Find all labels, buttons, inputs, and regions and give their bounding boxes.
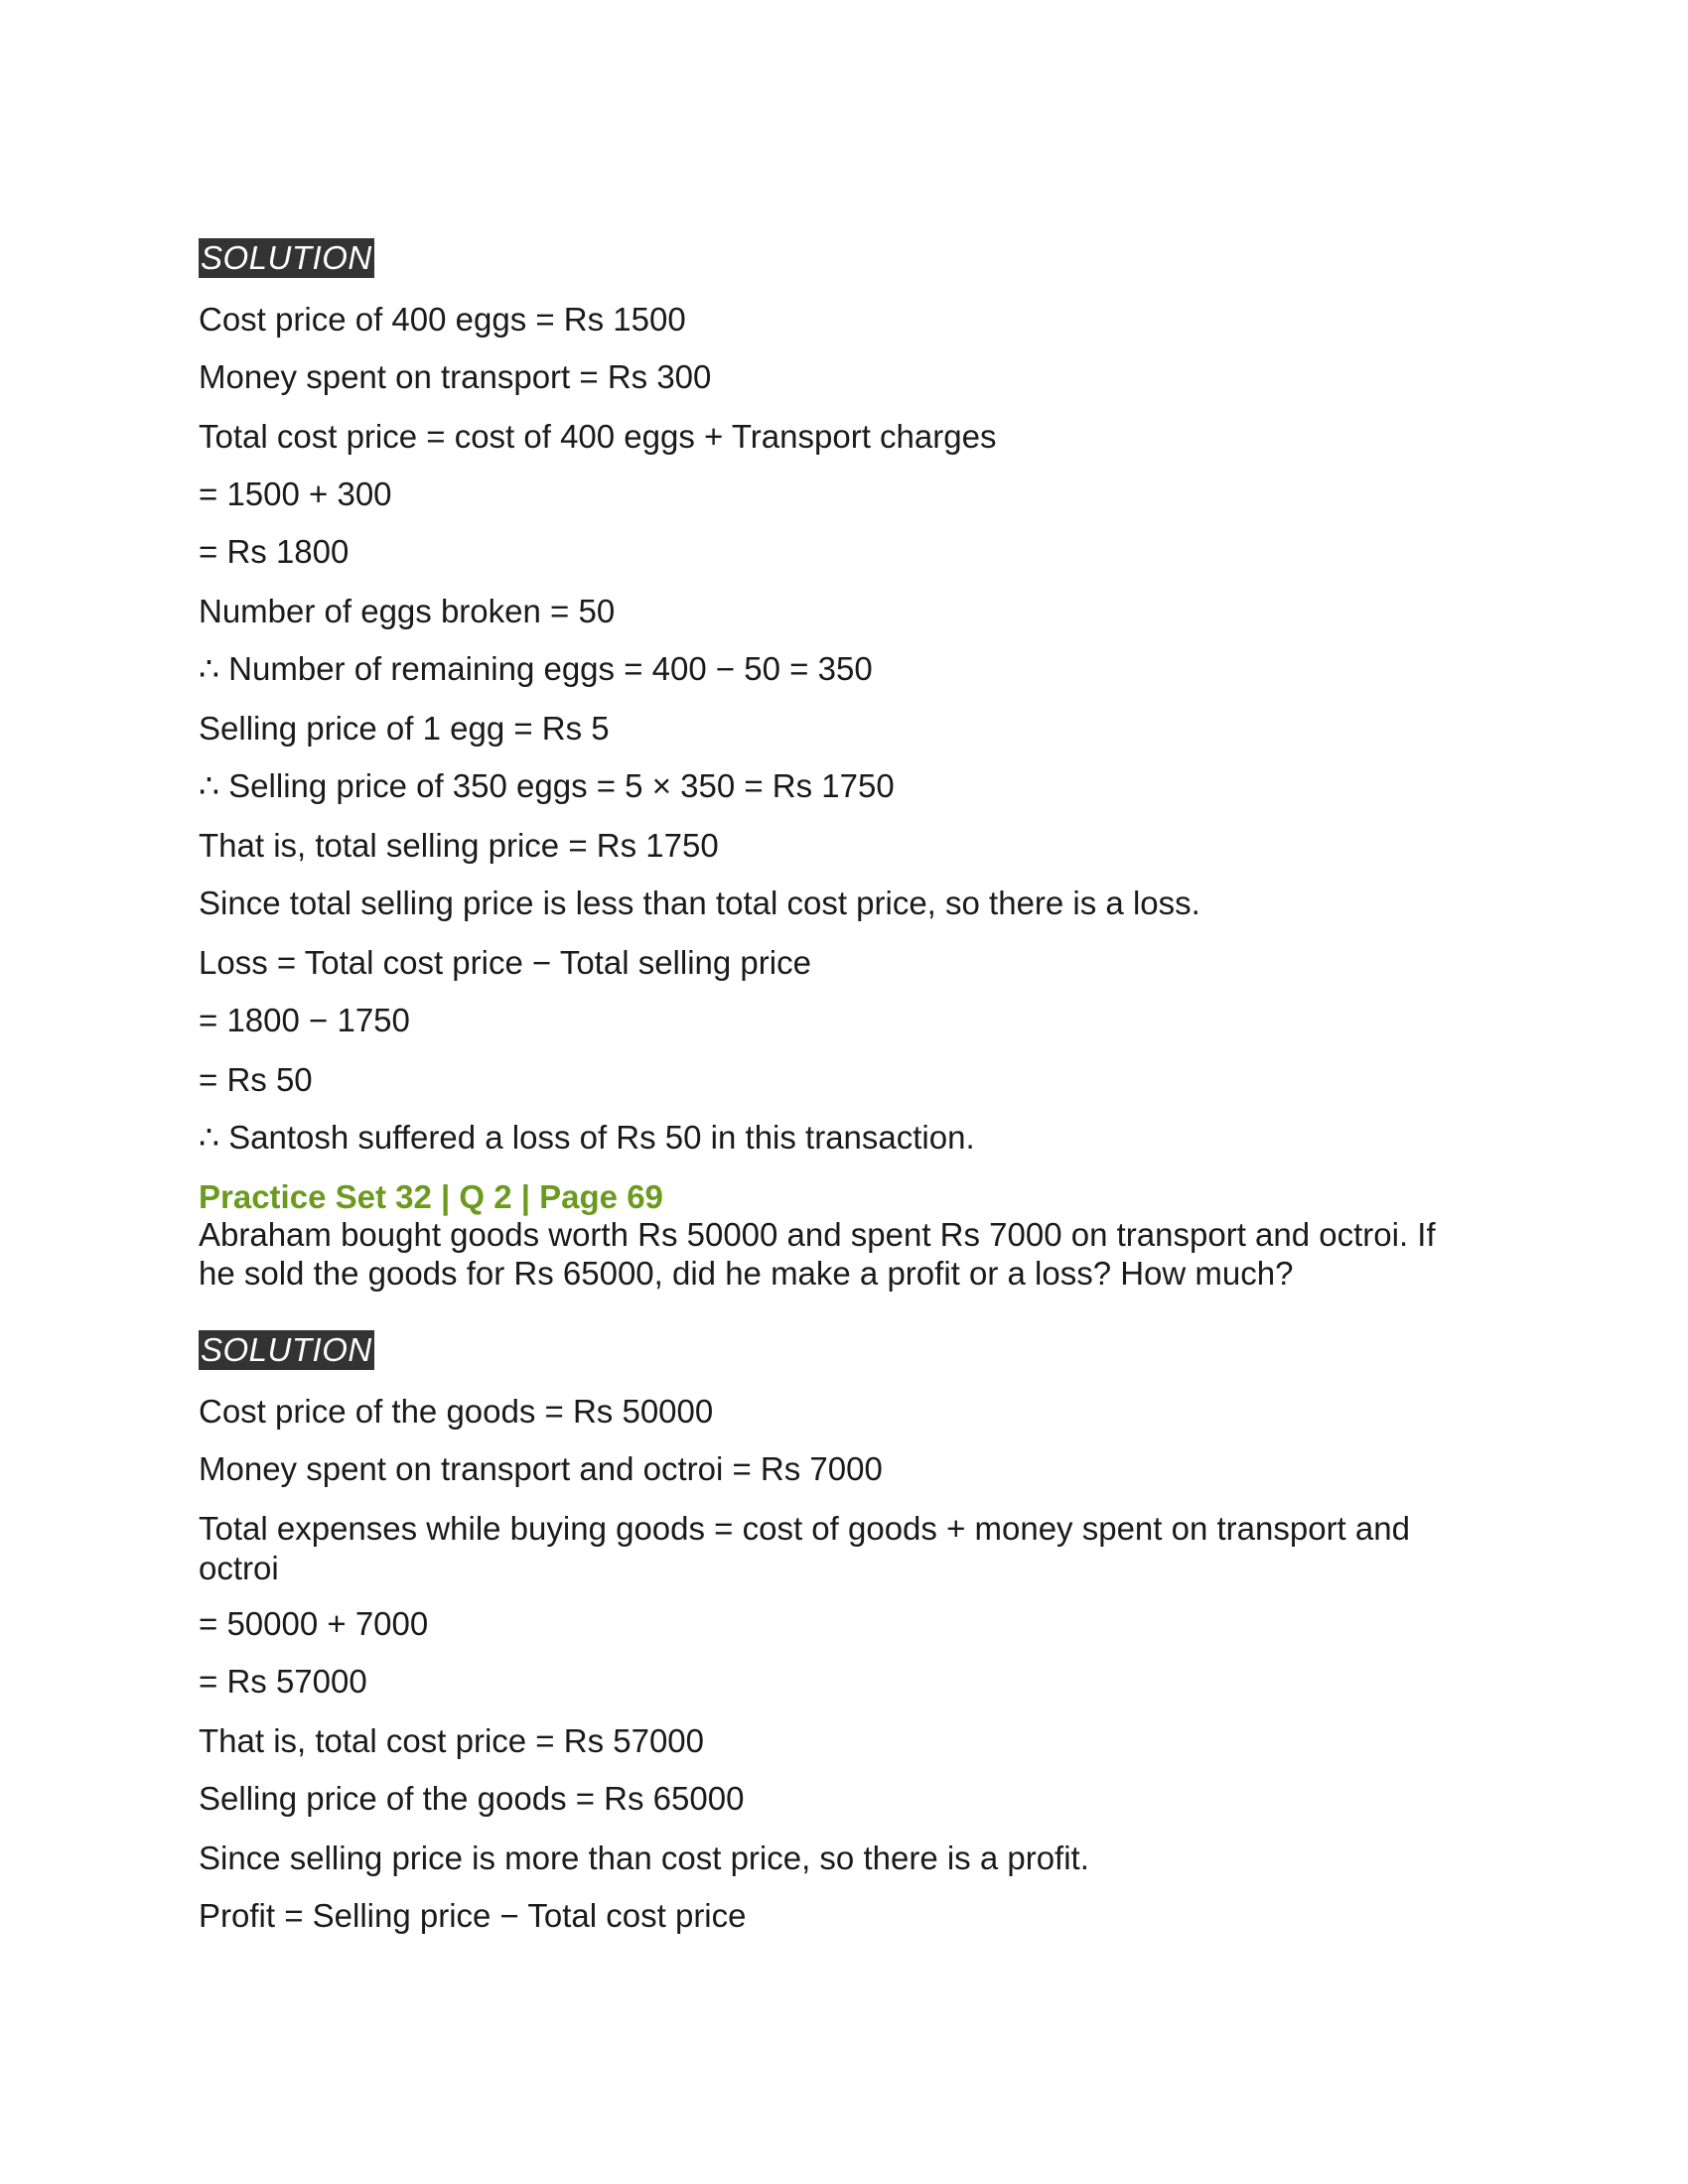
solution-line: Since selling price is more than cost price, so there is a profit.	[199, 1840, 1089, 1876]
solution-line: Selling price of 1 egg = Rs 5	[199, 710, 610, 747]
solution-line: ∴ Number of remaining eggs = 400 − 50 = 350	[199, 650, 873, 687]
solution-line: Cost price of the goods = Rs 50000	[199, 1393, 714, 1430]
solution-line: That is, total selling price = Rs 1750	[199, 827, 719, 864]
solution-line: Number of eggs broken = 50	[199, 593, 616, 629]
solution-line: Cost price of 400 eggs = Rs 1500	[199, 301, 686, 338]
solution-label: SOLUTION	[201, 239, 372, 276]
solution-line: = 1500 + 300	[199, 476, 392, 512]
solution-line: Profit = Selling price − Total cost price	[199, 1897, 747, 1934]
solution-line: ∴ Santosh suffered a loss of Rs 50 in this transaction.	[199, 1119, 975, 1156]
solution-badge-1	[199, 238, 374, 278]
solution-line: Total expenses while buying goods = cost of goods + money spent on transport and octroi	[199, 1510, 1410, 1586]
solution-line: Loss = Total cost price − Total selling price	[199, 944, 811, 981]
solution-line: That is, total cost price = Rs 57000	[199, 1722, 705, 1759]
question-heading: Practice Set 32 | Q 2 | Page 69	[199, 1178, 663, 1215]
solution-line: Selling price of the goods = Rs 65000	[199, 1780, 745, 1817]
solution-line: Money spent on transport and octroi = Rs 7000	[199, 1450, 883, 1487]
solution-line: = 50000 + 7000	[199, 1605, 429, 1642]
solution-line: = 1800 − 1750	[199, 1002, 410, 1038]
solution-line: Total cost price = cost of 400 eggs + Transport charges	[199, 418, 997, 455]
solution-line: = Rs 1800	[199, 533, 350, 570]
solution-line: Since total selling price is less than total cost price, so there is a loss.	[199, 885, 1200, 921]
solution-badge-2	[199, 1330, 374, 1370]
solution-line: = Rs 57000	[199, 1663, 367, 1700]
solution-line: ∴ Selling price of 350 eggs = 5 × 350 = Rs 1750	[199, 767, 895, 804]
solution-line: Money spent on transport = Rs 300	[199, 358, 712, 395]
question-text: Abraham bought goods worth Rs 50000 and spent Rs 7000 on transport and octroi. If he sold the goods for Rs 65000, did he make a profit or a loss? How much?	[199, 1216, 1436, 1292]
solution-line: = Rs 50	[199, 1061, 313, 1098]
solution-label: SOLUTION	[201, 1331, 372, 1368]
